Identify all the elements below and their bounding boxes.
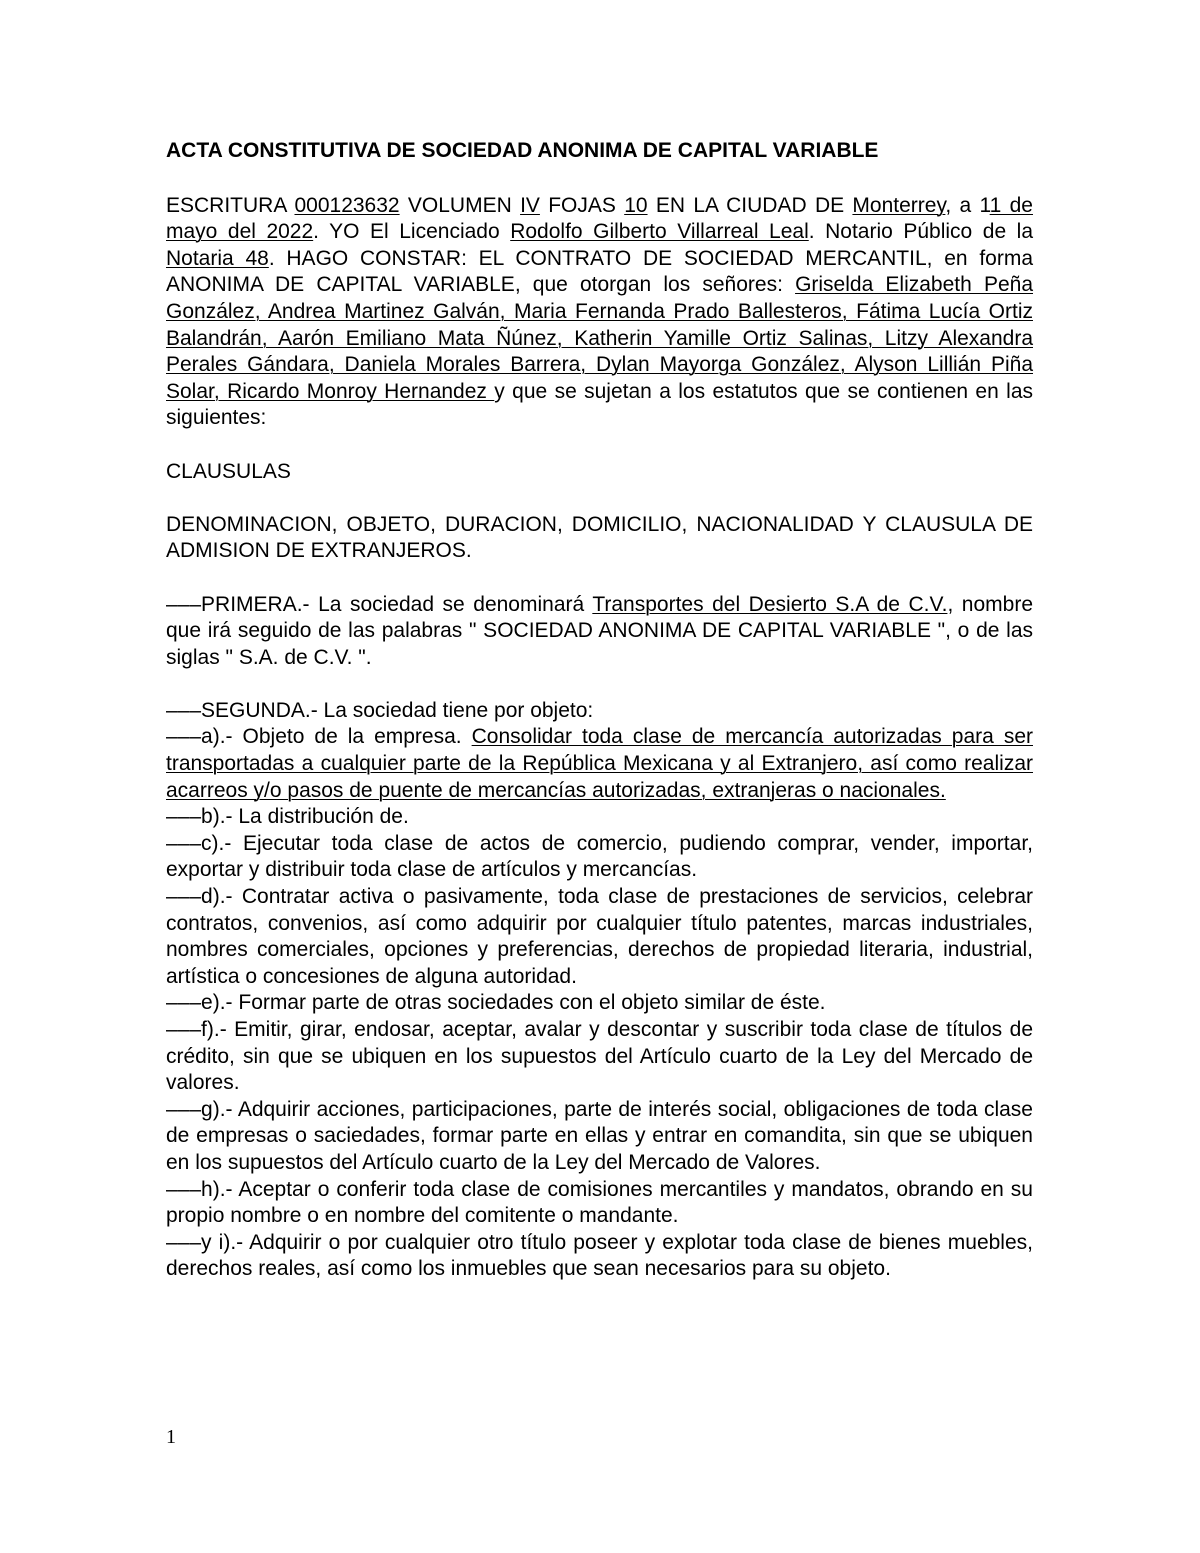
intro-text: EN LA CIUDAD DE <box>647 193 853 217</box>
clausula-primera <box>166 592 1033 672</box>
intro-text: . YO El Licenciado <box>313 220 511 244</box>
primera-text: –––PRIMERA.- La sociedad se denominará <box>166 592 593 616</box>
ciudad-value: Monterrey <box>852 193 946 217</box>
objeto-item-i: –––y i).- Adquirir o por cualquier otro título poseer y explotar toda clase de bienes muebles, derechos reales, así como los inmuebles que sean necesarios para su objeto. <box>166 1230 1033 1281</box>
escritura-number: 000123632 <box>294 193 400 217</box>
objeto-a-text: Consolidar toda clase de mercancía autorizadas para ser transportadas a cualquier parte de la República Mexicana y al Extranjero, así como realizar acarreos y/o pasos de puente de mercancías autorizadas, extranjeras o nacionales. <box>166 725 1033 802</box>
intro-paragraph <box>166 193 1033 432</box>
objeto-item-e: –––e).- Formar parte de otras sociedades con el objeto similar de éste. <box>166 991 826 1015</box>
intro-text: VOLUMEN <box>399 193 521 217</box>
intro-text: , a 1 <box>945 193 990 217</box>
clausulas-heading: CLAUSULAS <box>166 459 291 483</box>
intro-text: . Notario Público de la <box>808 220 1034 244</box>
objeto-a-label: –––a).- Objeto de la empresa. <box>166 725 472 749</box>
intro-text: y que se sujetan a los estatutos que se contienen en las siguientes: <box>166 379 1033 430</box>
document-body <box>166 138 1033 1283</box>
clausula-segunda-heading: –––SEGUNDA.- La sociedad tiene por objeto: <box>166 698 594 722</box>
intro-text: FOJAS <box>539 193 625 217</box>
page-number: 1 <box>166 1426 176 1448</box>
denominacion-value: Transportes del Desierto S.A de C.V. <box>592 592 948 616</box>
objeto-item-d: –––d).- Contratar activa o pasivamente, toda clase de prestaciones de servicios, celebrar contratos, convenios, así como adquirir por cualquier título patentes, marcas industriales, nombres comerciales, opciones y preferencias, derechos de propiedad literaria, industrial, artística o concesiones de alguna autoridad. <box>166 885 1033 988</box>
section-heading: DENOMINACION, OBJETO, DURACION, DOMICILIO, NACIONALIDAD Y CLAUSULA DE ADMISION DE EXTRANJEROS. <box>166 512 1033 563</box>
objeto-item-f: –––f).- Emitir, girar, endosar, aceptar, avalar y descontar y suscribir toda clase de títulos de crédito, sin que se ubiquen en los supuestos del Artículo cuarto de la Ley del Mercado de valores. <box>166 1018 1033 1095</box>
objeto-item-h: –––h).- Aceptar o conferir toda clase de comisiones mercantiles y mandatos, obrando en su propio nombre o en nombre del comitente o mandante. <box>166 1177 1033 1228</box>
notaria-value: Notaria 48 <box>166 246 269 270</box>
fecha-value: 1 de mayo del 2022 <box>166 193 1033 244</box>
licenciado-name: Rodolfo Gilberto Villarreal Leal <box>510 220 809 244</box>
intro-text: ESCRITURA <box>166 193 295 217</box>
otorgantes-list: Griselda Elizabeth Peña González, Andrea Martinez Galván, Maria Fernanda Prado Ballesteros, Fátima Lucía Ortiz Balandrán, Aarón Emiliano Mata Ñúnez, Katherin Yamille Ortiz Salinas, Litzy Alexandra Perales Gándara, Daniela Morales Barrera, Dylan Mayorga González, Alyson Lillián Piña Solar, Ricardo Monroy Hernandez <box>166 273 1033 403</box>
document-title: ACTA CONSTITUTIVA DE SOCIEDAD ANONIMA DE CAPITAL VARIABLE <box>166 139 879 162</box>
fojas-value: 10 <box>624 193 648 217</box>
volumen-value: IV <box>520 193 540 217</box>
objeto-item-a <box>166 724 1033 804</box>
objeto-item-b: –––b).- La distribución de. <box>166 805 409 829</box>
primera-text: , nombre que irá seguido de las palabras " SOCIEDAD ANONIMA DE CAPITAL VARIABLE ", o de las siglas " S.A. de C.V. ". <box>166 592 1034 669</box>
intro-text: . HAGO CONSTAR: EL CONTRATO DE SOCIEDAD MERCANTIL, en forma ANONIMA DE CAPITAL VARIABLE, que otorgan los señores: <box>166 246 1034 297</box>
objeto-item-c: –––c).- Ejecutar toda clase de actos de comercio, pudiendo comprar, vender, importar, exportar y distribuir toda clase de artículos y mercancías. <box>166 831 1033 882</box>
objeto-item-g: –––g).- Adquirir acciones, participaciones, parte de interés social, obligaciones de toda clase de empresas o saciedades, formar parte en ellas y entrar en comandita, sin que se ubiquen en los supuestos del Artículo cuarto de la Ley del Mercado de Valores. <box>166 1097 1033 1174</box>
